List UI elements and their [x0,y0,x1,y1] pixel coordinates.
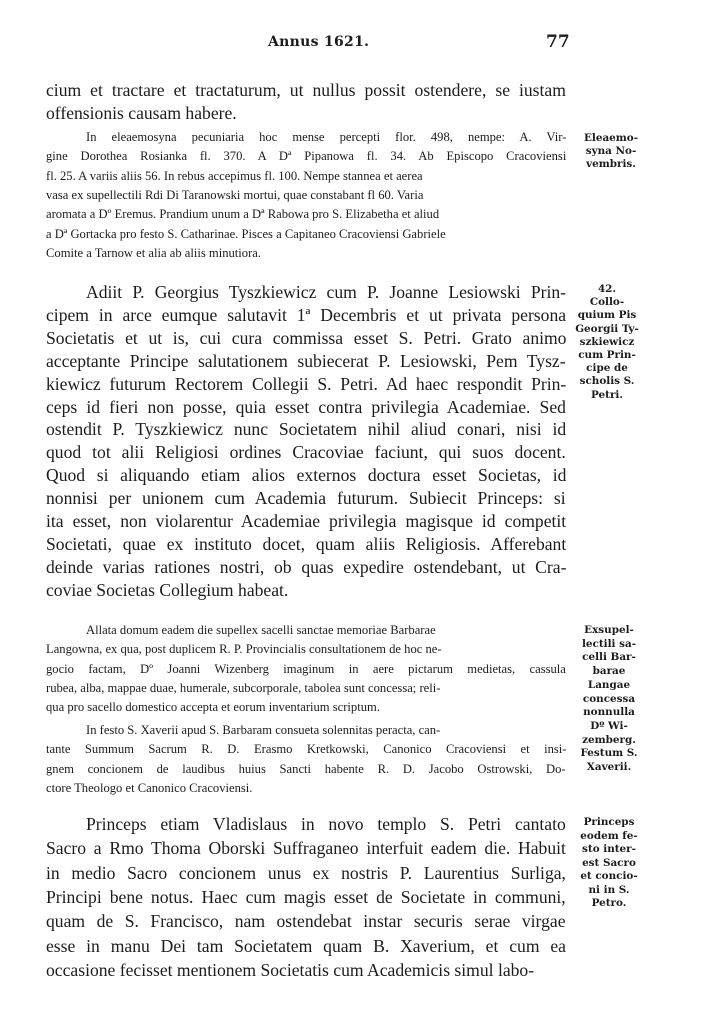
margin-note-colloquium: cipe de [586,362,628,375]
festum-paragraph-line: gnem concionem de laudibus huius Sancti habente R. D. Jacobo Ostrowski, Do- [46,761,566,776]
margin-note-supellex: Xaverii. [586,761,632,773]
colloquium-paragraph-line: coviae Societas Collegium habeat. [46,579,289,600]
margin-note-princeps: ni in S. [588,883,630,896]
margin-note-supellex: Langae [587,678,631,691]
colloquium-paragraph-line: acceptante Principe salutationem subiecerat P. Lesiowski, Pem Tysz- [46,350,566,371]
colloquium-paragraph-line: quod tot alii Religiosi ordines Cracoviae faciunt, qui suos docent. [46,442,566,463]
margin-note-supellex: celli Bar- [582,651,636,664]
alms-paragraph-line: a Dª Gortacka pro festo S. Catharinae. Pisces a Capitaneo Cracoviensi Gabriele [46,226,446,241]
colloquium-paragraph-line: Adiit P. Georgius Tyszkiewicz cum P. Joanne Lesiowski Prin- [86,282,567,302]
margin-note-supellex: lectili sa- [581,637,637,650]
margin-note-colloquium: Georgii Ty- [575,322,639,335]
princeps-paragraph-line: Sacro a Rmo Thoma Oborski Suffraganeo interfuit eadem die. Habuit [46,838,566,859]
colloquium-paragraph-line: Quod si aliquando etiam alios externos doctura esset Societas, id [46,465,567,486]
margin-note-princeps: sto inter- [582,843,636,855]
colloquium-paragraph-line: deinde varias rationes nostri, ob quas expedire ostendebant, ut Cra- [46,556,567,577]
margin-note-supellex: Festum S. [580,747,638,760]
margin-note-colloquium: cum Prin- [578,349,636,361]
margin-note-princeps: est Sacro [582,856,636,869]
margin-note-eleaemosyna: vembris. [586,158,636,170]
festum-paragraph-line: tante Summum Sacrum R. D. Erasmo Kretkowski, Canonico Cracoviensi et insi- [46,742,567,757]
princeps-paragraph-line: Princeps etiam Vladislaus in novo templo S. Petri cantato [86,814,566,834]
alms-paragraph-line: fl. 25. A variis aliis 56. In rebus accepimus fl. 100. Nempe stannea et aerea [46,168,423,183]
page-number: 77 [546,32,570,52]
colloquium-paragraph-line: ita esset, non violarentur Academiae privilegia magisque id competit [46,511,567,531]
colloquium-paragraph-line: Societatis et ut is, cui cura commissa esset S. Petri. Grato animo [46,327,567,348]
princeps-paragraph-line: Principi bene notus. Haec cum magis esset de Societate in communi, [46,886,566,907]
princeps-paragraph-line: in medio Sacro concionem unus ex nostris P. Laurentius Surliga, [46,862,566,883]
margin-note-princeps: Princeps [583,816,635,828]
margin-note-colloquium: szkiewicz [579,335,635,348]
colloquium-paragraph-line: kiewicz futurum Rectorem Collegii S. Petri. Ad haec respondit Prin- [46,373,567,394]
margin-note-colloquium: Petri. [591,388,623,401]
margin-note-princeps: Petro. [591,897,627,909]
header-title: Annus 1621. [268,34,370,50]
festum-paragraph-line: In festo S. Xaverii apud S. Barbaram consueta solennitas peracta, can- [86,723,441,737]
margin-note-eleaemosyna: syna No- [585,145,637,157]
princeps-paragraph-line: quam de S. Francisco, nam ostendebat instar securis serae virgae [46,911,566,932]
supellex-paragraph-line: qua pro sacello domestico accepta et eorum inventarium scriptum. [46,700,380,715]
margin-note-eleaemosyna: Eleaemo- [583,132,639,144]
alms-paragraph-line: In eleaemosyna pecuniaria hoc mense percepti flor. 498, nempe: A. Vir- [86,130,567,144]
margin-note-supellex: Exsupel- [584,624,634,636]
margin-note-princeps: eodem fe- [580,829,638,842]
princeps-paragraph-line: occasione fecisset mentionem Societatis cum Academicis simul labo- [46,959,535,980]
intro-line: cium et tractare et tractaturum, ut nullus possit ostendere, se iustam [46,80,566,100]
supellex-paragraph-line: Langowna, ex qua, post duplicem R. P. Provincialis consultationem de hoc ne- [46,642,442,657]
alms-paragraph-line: aromata a Dº Eremus. Prandium unum a Dª Rabowa pro S. Elizabetha et aliud [46,207,440,222]
alms-paragraph-line: Comite a Tarnow et alia ab aliis minutiora. [46,245,262,260]
margin-note-supellex: nonnulla [583,706,635,719]
supellex-paragraph-line: Allata domum eadem die supellex sacelli sanctae memoriae Barbarae [86,623,436,637]
alms-paragraph-line: gine Dorothea Rosianka fl. 370. A Dª Pipanowa fl. 34. Ab Episcopo Cracoviensi [46,149,567,164]
supellex-paragraph-line: gocio factam, Dº Joanni Wizenberg imaginum in aere pictarum medietas, cassula [46,661,566,676]
margin-note-supellex: concessa [582,692,636,705]
margin-note-colloquium: quium Pis [577,309,637,322]
colloquium-paragraph-line: ceps id fieri non posse, quia esset contra privilegia Academiae. Sed [46,396,566,417]
supellex-paragraph-line: rubea, alba, mappae duae, humerale, subcorporale, tabolea sunt concessa; reli- [46,680,441,695]
colloquium-paragraph-line: ostendit P. Tyszkiewicz nunc Societatem nihil aliud conari, nisi id [46,419,567,440]
margin-note-colloquium: Collo- [589,296,625,309]
festum-paragraph-line: ctore Theologo et Canonico Cracoviensi. [46,780,253,795]
margin-note-supellex: Dº Wi- [590,719,628,732]
colloquium-paragraph-line: Societati, quae ex instituto docet, quam aliis Religiosis. Afferebant [46,533,567,554]
margin-note-colloquium: scholis S. [579,375,635,388]
margin-note-colloquium: 42. [597,283,617,295]
margin-note-princeps: et concio- [580,870,638,882]
margin-note-supellex: zemberg. [582,733,636,746]
margin-note-supellex: barae [592,665,626,678]
princeps-paragraph-line: esse in manu Dei tam Societatem quam B. Xaverium, et cum ea [46,935,566,956]
intro-line: offensionis causam habere. [46,102,237,123]
colloquium-paragraph-line: nonnisi per unionem cum Academia futurum. Subiecit Princeps: si [46,488,566,509]
colloquium-paragraph-line: cipem in arce eumque salutavit 1ª Decembris et ut privata persona [46,304,567,325]
alms-paragraph-line: vasa ex supellectili Rdi Di Taranowski mortui, quae constabant fl 60. Varia [46,187,424,202]
